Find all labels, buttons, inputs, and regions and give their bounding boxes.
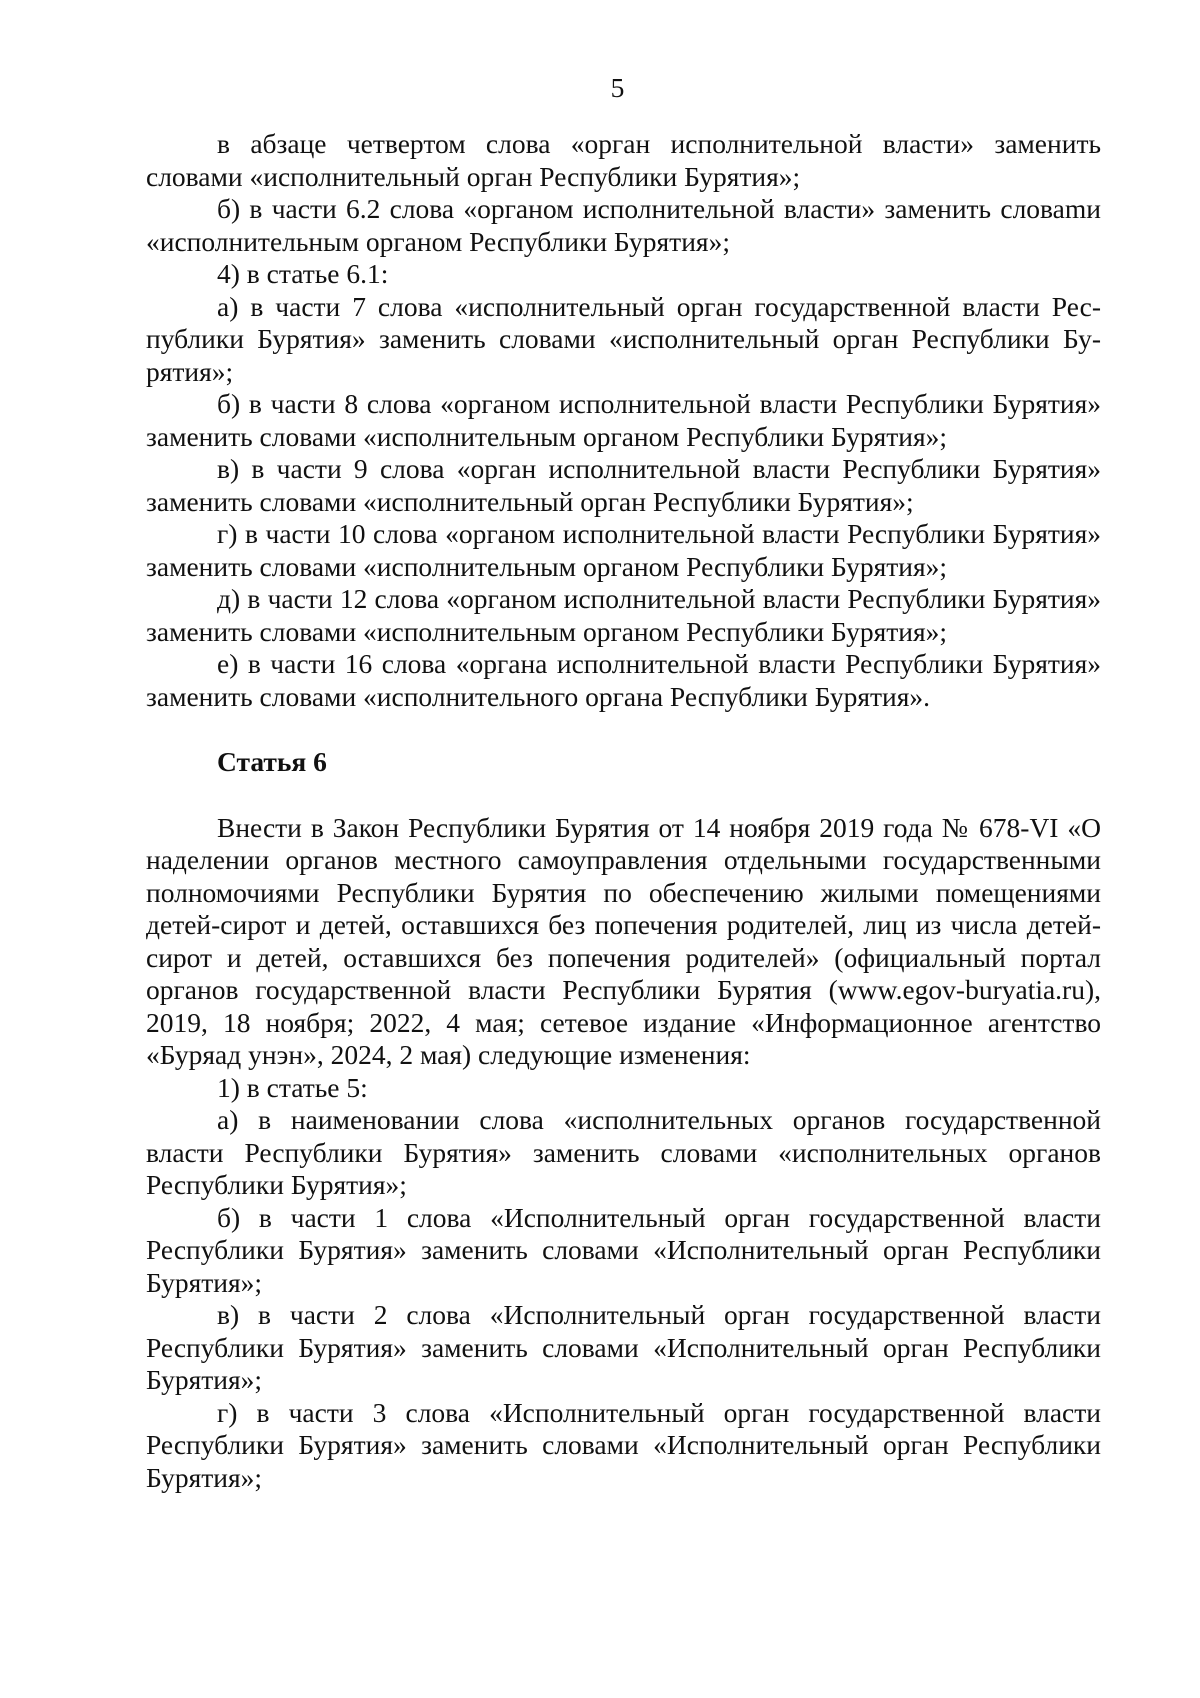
paragraph: е) в части 16 слова «органа исполнительной власти Республики Бурятия» заменить словами «исполнительного органа Республики Бурятия». — [146, 648, 1101, 712]
article-heading: Статья 6 — [217, 746, 327, 777]
paragraph: б) в части 6.2 слова «органом исполнительной власти» заменить словаmи «исполнительным органом Республики Бурятия»; — [146, 193, 1101, 257]
paragraph: г) в части 3 слова «Исполнительный орган государственной власти Республики Бурятия» заменить словами «Исполнительный орган Республики Бурятия»; — [146, 1396, 1101, 1493]
paragraph: д) в части 12 слова «органом исполнительной власти Республики Бурятия» заменить словами «исполнительным органом Республики Бурятия»; — [146, 583, 1101, 647]
paragraph: 1) в статье 5: — [217, 1071, 368, 1103]
paragraph: Внести в Закон Республики Бурятия от 14 ноября 2019 года № 678-VI «О наделении органов местного самоуправления отдельными государственными полномочиями Республики Бурятия по обеспечению жилыми помещениями детей-сирот и детей, оставшихся без попечения родителей, лиц из числа детей-сирот и детей, оставшихся без попечения родителей» (официальный портал органов государственной власти Республики Бурятия (www.egov-buryatia.ru), 2019, 18 ноября; 2022, 4 мая; сетевое издание «Информационное агентство «Буряад унэн», 2024, 2 мая) следующие изменения: — [146, 811, 1101, 1070]
paragraph: в) в части 9 слова «орган исполнительной власти Республики Бурятия» заменить словами «исполнительный орган Республики Бурятия»; — [146, 453, 1101, 517]
paragraph: а) в части 7 слова «исполнительный орган государственной власти Республики Бурятия» заменить словами «исполнительный орган Республики Бурятия»; — [146, 290, 1101, 387]
paragraph: 4) в статье 6.1: — [217, 258, 389, 289]
paragraph: в) в части 2 слова «Исполнительный орган государственной власти Республики Бурятия» заменить словами «Исполнительный орган Республики Бурятия»; — [146, 1299, 1101, 1395]
page-number: 5 — [610, 72, 625, 103]
paragraph: г) в части 10 слова «органом исполнительной власти Республики Бурятия» заменить словами «исполнительным органом Республики Бурятия»; — [146, 518, 1101, 582]
document-body — [146, 128, 1101, 1494]
paragraph: б) в части 8 слова «органом исполнительной власти Республики Бурятия» заменить словами «исполнительным органом Республики Бурятия»; — [146, 388, 1101, 452]
paragraph: б) в части 1 слова «Исполнительный орган государственной власти Республики Бурятия» заменить словами «Исполнительный орган Республики Бурятия»; — [146, 1201, 1101, 1298]
paragraph: а) в наименовании слова «исполнительных органов государственной власти Республики Бурятия» заменить словами «исполнительных органов Республики Бурятия»; — [146, 1104, 1101, 1200]
paragraph: в абзаце четвертом слова «орган исполнительной власти» заменить словами «исполнительный орган Республики Бурятия»; — [146, 128, 1101, 192]
